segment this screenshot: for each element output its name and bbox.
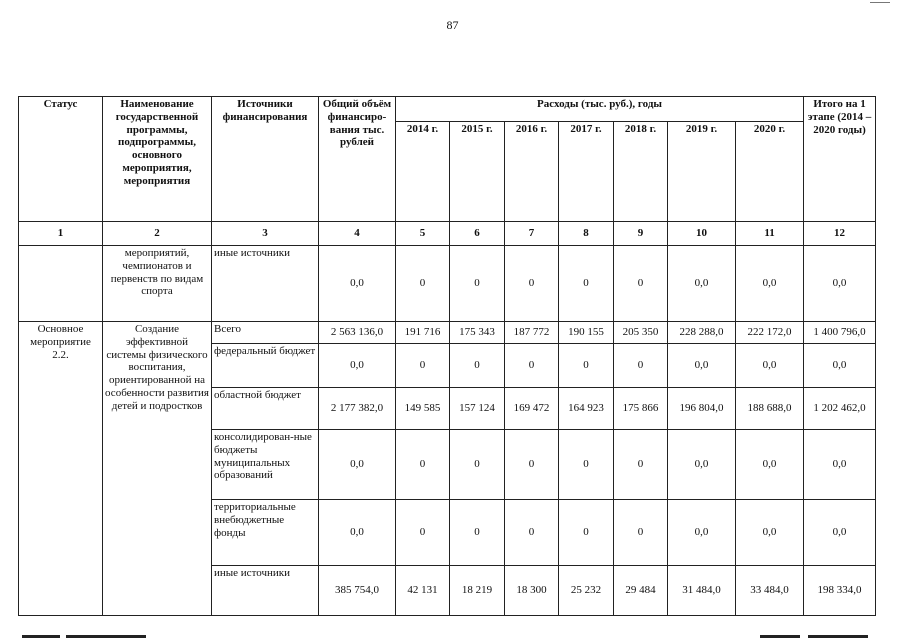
footer-rule [22, 635, 60, 638]
column-number: 9 [614, 222, 668, 246]
value-cell: 0 [396, 500, 450, 566]
status-cell: Основное мероприятие 2.2. [19, 322, 103, 616]
value-cell: 31 484,0 [668, 566, 736, 616]
value-cell: 0,0 [736, 500, 804, 566]
column-number: 12 [804, 222, 876, 246]
value-cell: 0,0 [736, 246, 804, 322]
value-cell: 0 [559, 344, 614, 388]
column-number: 5 [396, 222, 450, 246]
header-year: 2016 г. [505, 122, 559, 222]
value-cell: 0 [559, 246, 614, 322]
value-cell: 222 172,0 [736, 322, 804, 344]
column-number: 10 [668, 222, 736, 246]
value-cell: 0 [614, 246, 668, 322]
column-number: 4 [319, 222, 396, 246]
value-cell: 0 [614, 500, 668, 566]
value-cell: 0 [559, 500, 614, 566]
value-cell: 191 716 [396, 322, 450, 344]
value-cell: 0,0 [319, 344, 396, 388]
value-cell: 0,0 [804, 246, 876, 322]
value-cell: 157 124 [450, 388, 505, 430]
source-cell: Всего [212, 322, 319, 344]
value-cell: 0 [450, 500, 505, 566]
header-year: 2019 г. [668, 122, 736, 222]
value-cell: 187 772 [505, 322, 559, 344]
header-expenses: Расходы (тыс. руб.), годы [396, 97, 804, 122]
value-cell: 0,0 [668, 430, 736, 500]
status-cell [19, 246, 103, 322]
value-cell: 0 [505, 500, 559, 566]
header-name: Наименование государственной программы, подпрограммы, основного мероприятия, мероприятия [103, 97, 212, 222]
value-cell: 42 131 [396, 566, 450, 616]
value-cell: 385 754,0 [319, 566, 396, 616]
value-cell: 0,0 [319, 500, 396, 566]
value-cell: 190 155 [559, 322, 614, 344]
column-number: 8 [559, 222, 614, 246]
header-year: 2017 г. [559, 122, 614, 222]
value-cell: 196 804,0 [668, 388, 736, 430]
column-number: 1 [19, 222, 103, 246]
value-cell: 18 300 [505, 566, 559, 616]
column-number: 2 [103, 222, 212, 246]
header-sources: Источники финансирования [212, 97, 319, 222]
value-cell: 0 [396, 430, 450, 500]
column-number: 6 [450, 222, 505, 246]
footer-rule [808, 635, 868, 638]
value-cell: 0,0 [804, 430, 876, 500]
value-cell: 33 484,0 [736, 566, 804, 616]
table-header [19, 97, 876, 222]
value-cell: 228 288,0 [668, 322, 736, 344]
value-cell: 0 [450, 344, 505, 388]
value-cell: 25 232 [559, 566, 614, 616]
header-year: 2020 г. [736, 122, 804, 222]
header-year: 2018 г. [614, 122, 668, 222]
value-cell: 0,0 [668, 344, 736, 388]
value-cell: 18 219 [450, 566, 505, 616]
value-cell: 1 400 796,0 [804, 322, 876, 344]
source-cell: иные источники [212, 566, 319, 616]
column-number: 7 [505, 222, 559, 246]
scan-mark [870, 2, 890, 3]
table-row [19, 246, 876, 322]
header-year: 2015 г. [450, 122, 505, 222]
value-cell: 0 [559, 430, 614, 500]
value-cell: 0 [614, 344, 668, 388]
value-cell: 0,0 [804, 500, 876, 566]
value-cell: 175 866 [614, 388, 668, 430]
column-number-row [19, 222, 876, 246]
header-total: Общий объём финансиро-вания тыс. рублей [319, 97, 396, 222]
value-cell: 0,0 [319, 430, 396, 500]
value-cell: 29 484 [614, 566, 668, 616]
value-cell: 0 [396, 246, 450, 322]
value-cell: 169 472 [505, 388, 559, 430]
source-cell: областной бюджет [212, 388, 319, 430]
value-cell: 198 334,0 [804, 566, 876, 616]
value-cell: 0 [505, 344, 559, 388]
value-cell: 0,0 [668, 500, 736, 566]
source-cell: территориальные внебюджетные фонды [212, 500, 319, 566]
activity-name-cell: Создание эффективной системы физического воспитания, ориентированной на особенности развития детей и подростков [103, 322, 212, 616]
value-cell: 0 [396, 344, 450, 388]
value-cell: 205 350 [614, 322, 668, 344]
column-number: 11 [736, 222, 804, 246]
value-cell: 0,0 [319, 246, 396, 322]
header-stage-total: Итого на 1 этапе (2014 – 2020 годы) [804, 97, 876, 222]
value-cell: 0 [505, 246, 559, 322]
header-status: Статус [19, 97, 103, 222]
value-cell: 0 [614, 430, 668, 500]
value-cell: 0,0 [736, 344, 804, 388]
value-cell: 0 [505, 430, 559, 500]
footer-rule [66, 635, 146, 638]
header-year: 2014 г. [396, 122, 450, 222]
page-number: 87 [446, 18, 459, 32]
column-number: 3 [212, 222, 319, 246]
activity-name-cell: мероприятий, чемпионатов и первенств по видам спорта [103, 246, 212, 322]
financing-table [18, 96, 876, 616]
value-cell: 0 [450, 430, 505, 500]
footer-rule [760, 635, 800, 638]
table-row [19, 322, 876, 344]
value-cell: 2 177 382,0 [319, 388, 396, 430]
value-cell: 1 202 462,0 [804, 388, 876, 430]
value-cell: 0,0 [804, 344, 876, 388]
value-cell: 188 688,0 [736, 388, 804, 430]
value-cell: 164 923 [559, 388, 614, 430]
table-body [19, 222, 876, 616]
source-cell: иные источники [212, 246, 319, 322]
value-cell: 0,0 [736, 430, 804, 500]
value-cell: 0 [450, 246, 505, 322]
source-cell: федеральный бюджет [212, 344, 319, 388]
value-cell: 0,0 [668, 246, 736, 322]
value-cell: 2 563 136,0 [319, 322, 396, 344]
source-cell: консолидирован-ные бюджеты муниципальных образований [212, 430, 319, 500]
value-cell: 175 343 [450, 322, 505, 344]
value-cell: 149 585 [396, 388, 450, 430]
